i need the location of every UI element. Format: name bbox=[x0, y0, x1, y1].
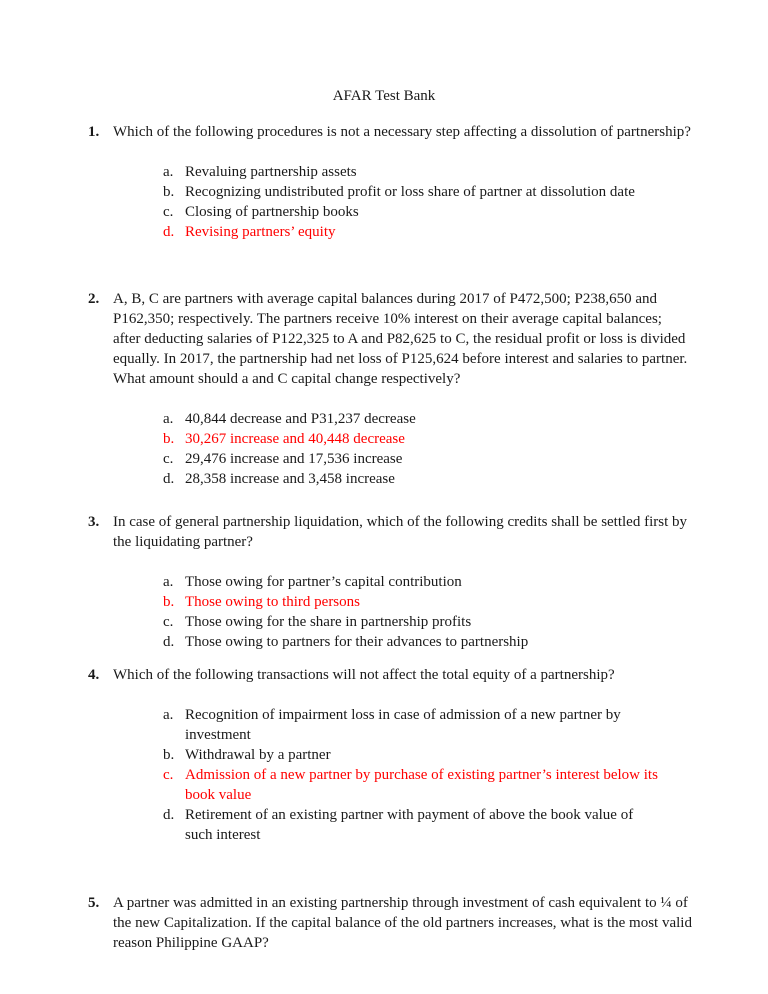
option-letter: a. bbox=[163, 164, 174, 180]
question-4 bbox=[88, 665, 693, 845]
option-text: 40,844 decrease and P31,237 decrease bbox=[185, 411, 416, 427]
question-text: Which of the following transactions will not affect the total equity of a partnership? bbox=[113, 667, 615, 683]
option-letter: a. bbox=[163, 707, 174, 723]
option-letter: d. bbox=[163, 807, 175, 823]
option-text: 28,358 increase and 3,458 increase bbox=[185, 471, 395, 487]
option-text: 29,476 increase and 17,536 increase bbox=[185, 451, 403, 467]
option-text: Retirement of an existing partner with payment of above the book value of such interest bbox=[185, 807, 634, 843]
option-d-answer bbox=[163, 222, 663, 242]
question-number: 1. bbox=[88, 124, 100, 140]
question-5 bbox=[88, 893, 693, 953]
option-b bbox=[163, 182, 663, 202]
options-list bbox=[163, 409, 663, 489]
option-text: Those owing for the share in partnership profits bbox=[185, 614, 472, 630]
option-a bbox=[163, 572, 663, 592]
question-text: A partner was admitted in an existing partnership through investment of cash equivalent to ¼ of the new Capitalization. If the capital balance of the old partners increases, what is the most valid reason Philippine GAAP? bbox=[113, 895, 692, 951]
option-letter: d. bbox=[163, 634, 175, 650]
question-number: 3. bbox=[88, 514, 100, 530]
option-d bbox=[163, 632, 663, 652]
option-letter: c. bbox=[163, 614, 174, 630]
option-b-answer bbox=[163, 429, 663, 449]
option-a bbox=[163, 409, 663, 429]
option-b-answer bbox=[163, 592, 663, 612]
question-text: A, B, C are partners with average capital balances during 2017 of P472,500; P238,650 and P162,350; respectively. The partners receive 10% interest on their average capital balances; after deducting salaries of P122,325 to A and P82,625 to C, the residual profit or loss is divided equally. In 2017, the partnership had net loss of P125,624 before interest and salaries to partner. bbox=[113, 291, 688, 367]
option-letter: d. bbox=[163, 471, 175, 487]
options-list bbox=[163, 705, 663, 845]
option-d bbox=[163, 805, 663, 845]
option-d bbox=[163, 469, 663, 489]
option-letter: b. bbox=[163, 747, 175, 763]
option-letter: a. bbox=[163, 574, 174, 590]
option-c bbox=[163, 612, 663, 632]
option-text: Those owing for partner’s capital contribution bbox=[185, 574, 462, 590]
option-text: Those owing to third persons bbox=[185, 594, 360, 610]
option-a bbox=[163, 705, 663, 745]
question-1 bbox=[88, 122, 693, 242]
option-letter: c. bbox=[163, 767, 174, 783]
option-letter: b. bbox=[163, 184, 175, 200]
option-text: Recognizing undistributed profit or loss share of partner at dissolution date bbox=[185, 184, 635, 200]
option-text: Revaluing partnership assets bbox=[185, 164, 357, 180]
option-letter: b. bbox=[163, 431, 175, 447]
option-text: Closing of partnership books bbox=[185, 204, 359, 220]
question-text: In case of general partnership liquidation, which of the following credits shall be settled first by the liquidating partner? bbox=[113, 514, 688, 550]
option-c bbox=[163, 449, 663, 469]
options-list bbox=[163, 572, 663, 652]
option-text: Those owing to partners for their advances to partnership bbox=[185, 634, 529, 650]
option-letter: a. bbox=[163, 411, 174, 427]
option-text: Recognition of impairment loss in case of admission of a new partner by investment bbox=[185, 707, 621, 743]
option-text: Revising partners’ equity bbox=[185, 224, 336, 240]
question-number: 4. bbox=[88, 667, 100, 683]
option-c bbox=[163, 202, 663, 222]
question-number: 5. bbox=[88, 895, 100, 911]
question-text: Which of the following procedures is not a necessary step affecting a dissolution of partnership? bbox=[113, 124, 691, 140]
question-subtext: What amount should a and C capital change respectively? bbox=[113, 371, 461, 387]
option-letter: b. bbox=[163, 594, 175, 610]
page-title: AFAR Test Bank bbox=[332, 88, 436, 104]
question-2 bbox=[88, 289, 693, 489]
option-text: Withdrawal by a partner bbox=[185, 747, 331, 763]
option-c-answer bbox=[163, 765, 663, 805]
option-letter: d. bbox=[163, 224, 175, 240]
options-list bbox=[163, 162, 663, 242]
question-number: 2. bbox=[88, 291, 100, 307]
question-3 bbox=[88, 512, 693, 652]
option-letter: c. bbox=[163, 451, 174, 467]
option-text: Admission of a new partner by purchase of existing partner’s interest below its book value bbox=[185, 767, 658, 803]
option-a bbox=[163, 162, 663, 182]
option-text: 30,267 increase and 40,448 decrease bbox=[185, 431, 405, 447]
option-letter: c. bbox=[163, 204, 174, 220]
option-b bbox=[163, 745, 663, 765]
